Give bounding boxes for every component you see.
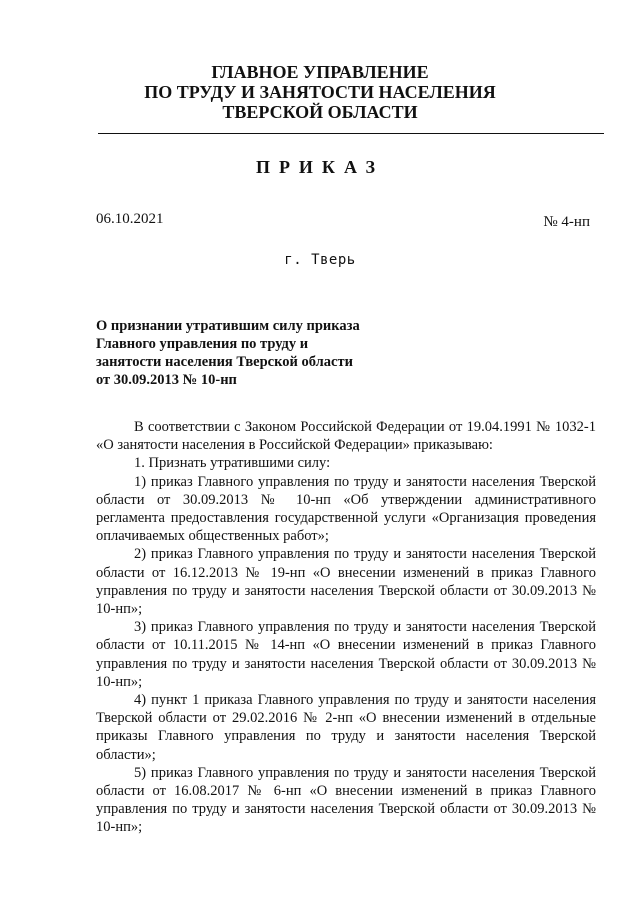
subject-line-1: О признании утратившим силу приказа — [96, 318, 360, 334]
body-item-1: 1. Признать утратившими силу: — [134, 455, 331, 472]
order-city: г. Тверь — [284, 252, 356, 268]
order-subject — [96, 317, 396, 389]
header-divider — [98, 133, 604, 134]
body-item-1-4: 4) пункт 1 приказа Главного управления по труду и занятости населения Тверской области от 29.02.2016 № 2-нп «О внесении изменений в отдельные приказы Главного управления по труду и занятости населения Тверской области»; — [96, 692, 596, 763]
body-item-1-3: 3) приказ Главного управления по труду и занятости населения Тверской области от 10.11.2015 № 14-нп «О внесении изменений в приказ Главного управления по труду и занятости населения Тверской области от 30.09.2013 № 10-нп»; — [96, 619, 596, 690]
subject-line-3: занятости населения Тверской области — [96, 354, 353, 370]
header-line-1: ГЛАВНОЕ УПРАВЛЕНИЕ — [211, 62, 429, 82]
header-line-3: ТВЕРСКОЙ ОБЛАСТИ — [222, 102, 418, 122]
document-header — [0, 62, 640, 122]
order-title: ПРИКАЗ — [255, 157, 385, 177]
body-item-1-1: 1) приказ Главного управления по труду и занятости населения Тверской области от 30.09.2013 № 10-нп «Об утверждении административного регламента предоставления государственной услуги «Организация проведения оплачиваемых общественных работ»; — [96, 473, 596, 545]
subject-line-2: Главного управления по труду и — [96, 336, 309, 352]
subject-line-4: от 30.09.2013 № 10-нп — [96, 372, 237, 388]
order-body — [96, 418, 596, 837]
body-item-1-2: 2) приказ Главного управления по труду и занятости населения Тверской области от 16.12.2013 № 19-нп «О внесении изменений в приказ Главного управления по труду и занятости населения Тверской области от 30.09.2013 № 10-нп»; — [96, 546, 596, 618]
body-item-1-5: 5) приказ Главного управления по труду и занятости населения Тверской области от 16.08.2017 № 6-нп «О внесении изменений в приказ Главного управления по труду и занятости населения Тверской области от 30.09.2013 № 10-нп»; — [96, 764, 596, 836]
order-number: № 4-нп — [543, 214, 590, 230]
order-date: 06.10.2021 — [96, 211, 164, 227]
body-intro: В соответствии с Законом Российской Федерации от 19.04.1991 № 1032-1 «О занятости населения в Российской Федерации» приказываю: — [96, 419, 596, 454]
header-line-2: ПО ТРУДУ И ЗАНЯТОСТИ НАСЕЛЕНИЯ — [144, 82, 496, 102]
